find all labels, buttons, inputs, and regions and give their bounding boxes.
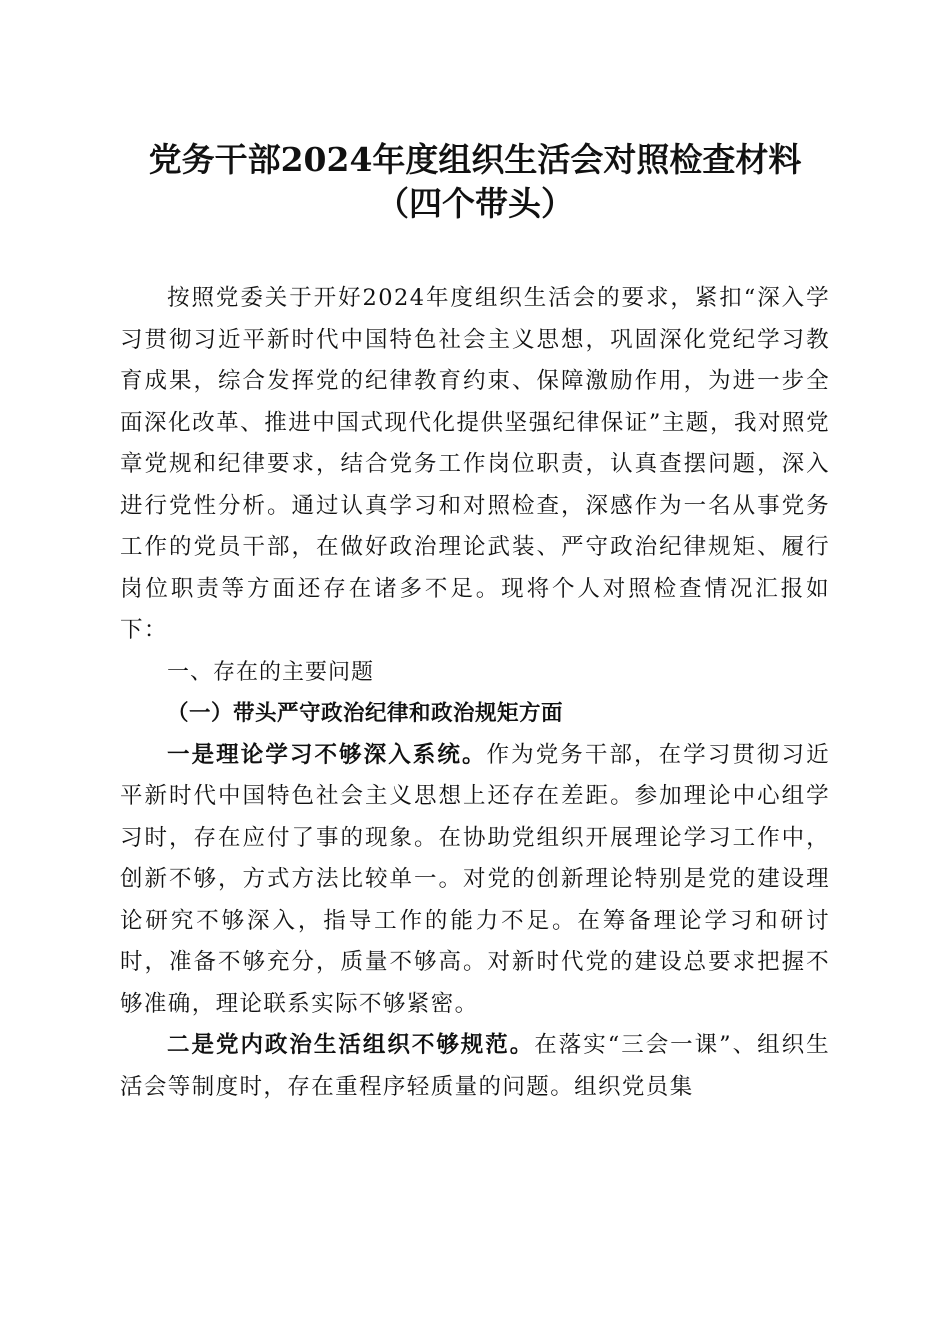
point-paragraph-1 <box>120 735 830 1026</box>
intro-paragraph: 按照党委关于开好2024年度组织生活会的要求，紧扣“深入学习贯彻习近平新时代中国特色社会主义思想，巩固深化党纪学习教育成果，综合发挥党的纪律教育约束、保障激励作用，为进一步全面深化改革、推进中国式现代化提供坚强纪律保证”主题，我对照党章党规和纪律要求，结合党务工作岗位职责，认真查摆问题，深入进行党性分析。通过认真学习和对照检查，深感作为一名从事党务工作的党员干部，在做好政治理论武装、严守政治纪律规矩、履行岗位职责等方面还存在诸多不足。现将个人对照检查情况汇报如下： <box>120 285 830 643</box>
point-1-text: 作为党务干部，在学习贯彻习近平新时代中国特色社会主义思想上还存在差距。参加理论中心组学习时，存在应付了事的现象。在协助党组织开展理论学习工作中，创新不够，方式方法比较单一。对党的创新理论特别是党的建设理论研究不够深入，指导工作的能力不足。在筹备理论学习和研讨时，准备不够充分，质量不够高。对新时代党的建设总要求把握不够准确，理论联系实际不够紧密。 <box>120 741 830 1017</box>
subsection-heading: （一）带头严守政治纪律和政治规矩方面 <box>167 701 564 726</box>
point-2-lead: 二是党内政治生活组织不够规范。 <box>167 1032 535 1058</box>
point-1-lead: 一是理论学习不够深入系统。 <box>167 741 487 768</box>
section-heading: 一、存在的主要问题 <box>167 659 375 685</box>
point-2-text: 在落实“三会一课”、组织生活会等制度时，存在重程序轻质量的问题。组织党员集 <box>120 1032 830 1100</box>
document-body <box>120 278 830 1108</box>
document-subtitle: （四个带头） <box>376 184 574 223</box>
document-title: 党务干部2024年度组织生活会对照检查材料 <box>148 140 802 179</box>
point-paragraph-2 <box>120 1025 830 1108</box>
